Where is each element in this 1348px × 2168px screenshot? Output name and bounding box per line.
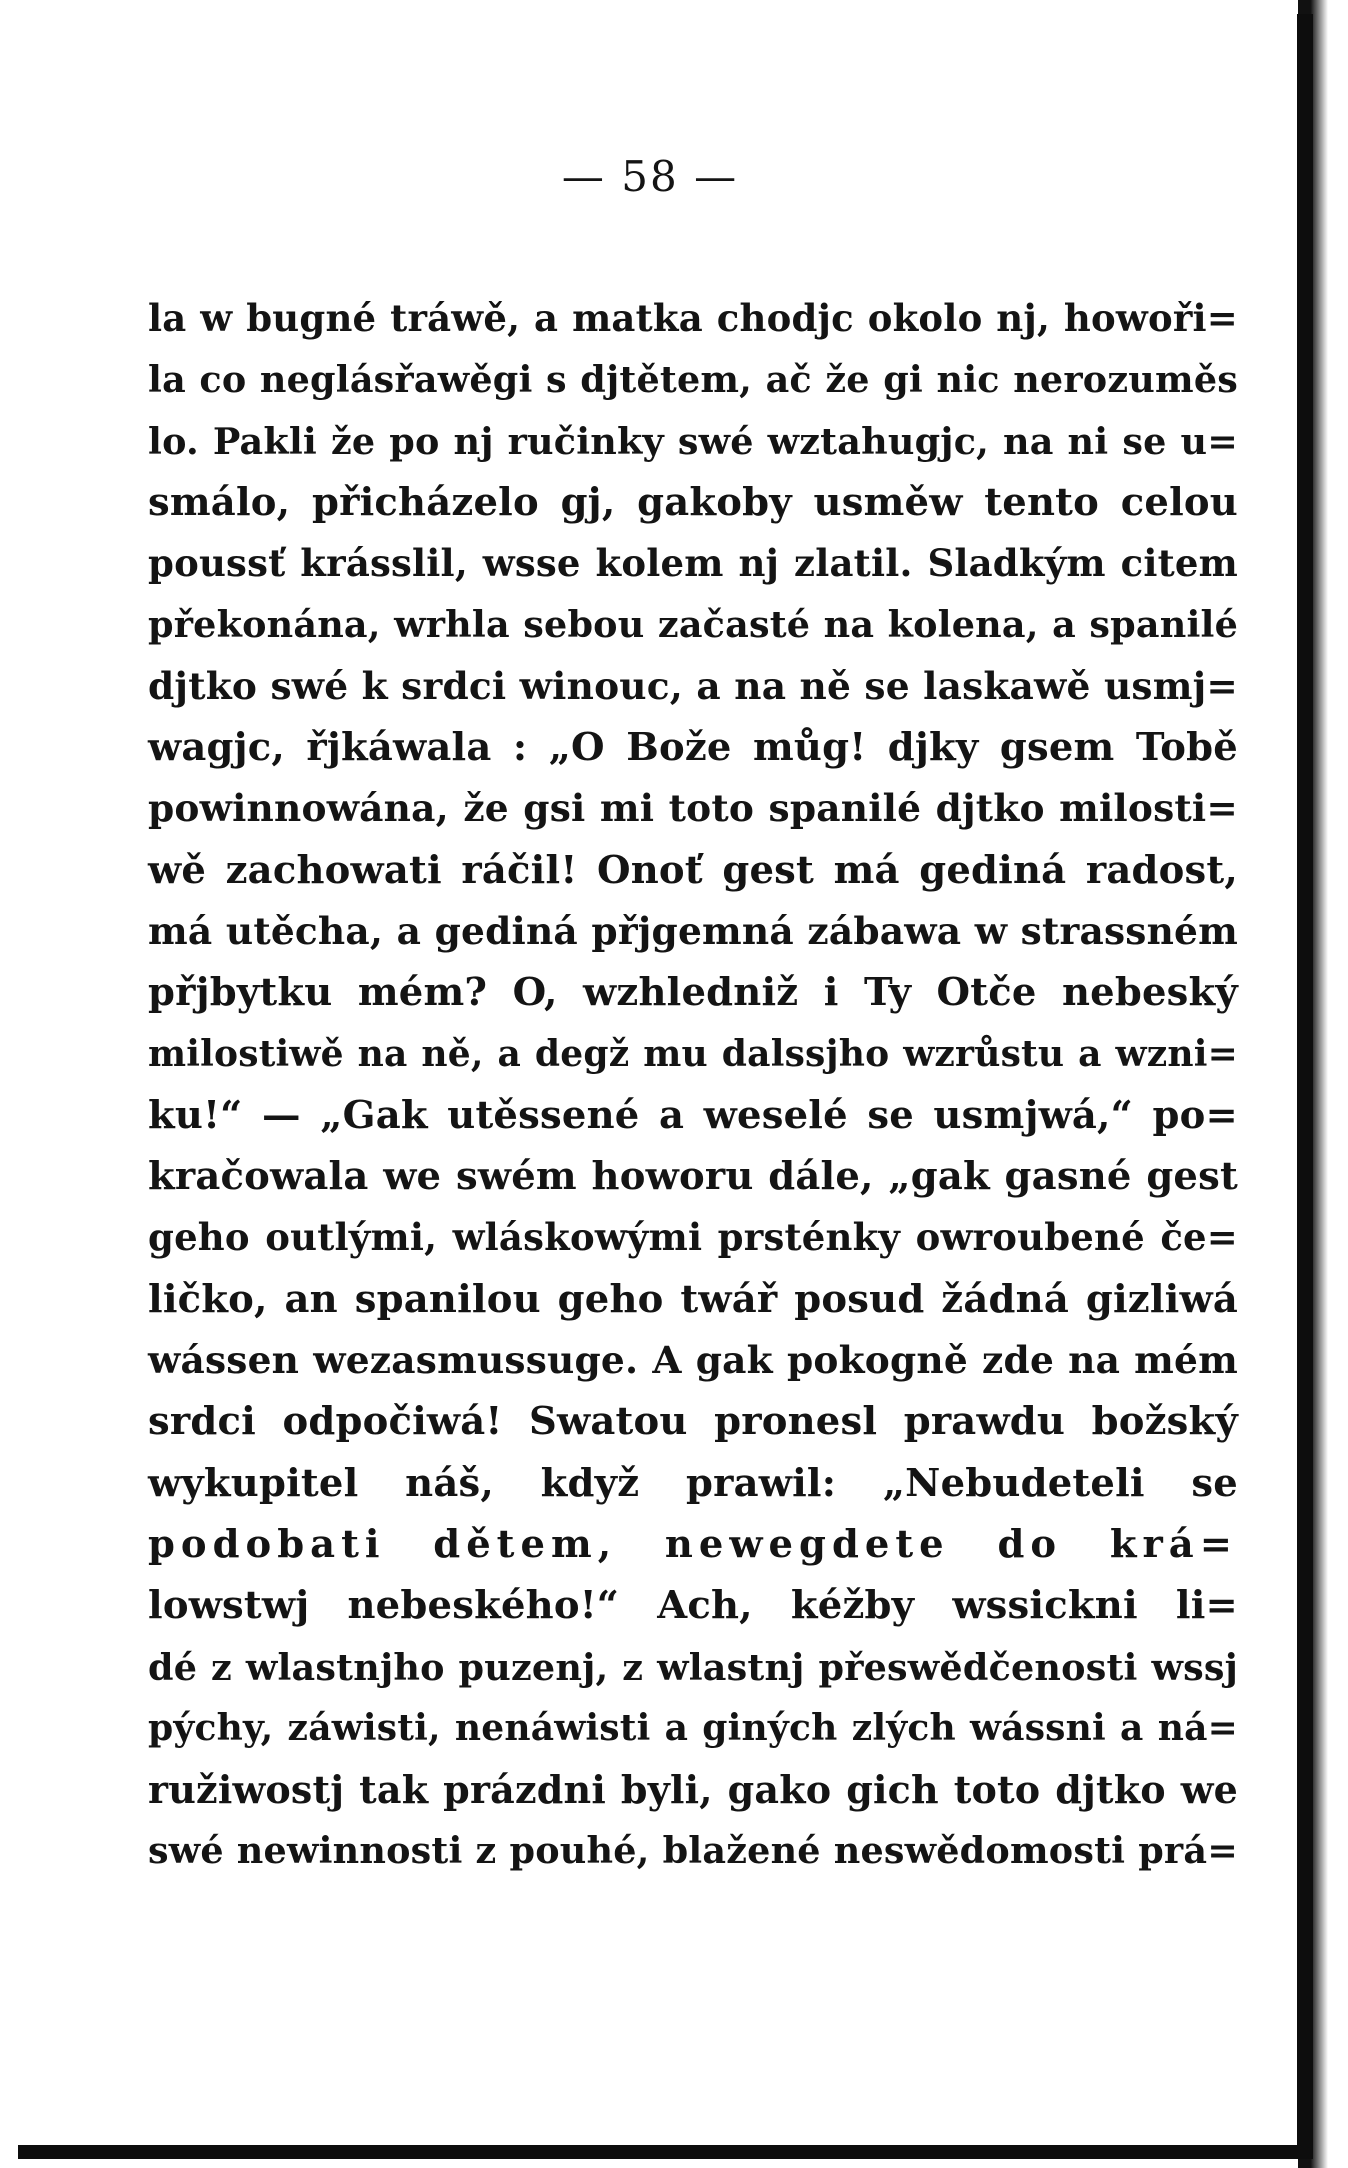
text-line: dé z wlastnjho puzenj, z wlastnj přeswědčenosti wssj [148, 1645, 1238, 1689]
text-line: milostiwě na ně, a degž mu dalssjho wzrůstu a wzni= [148, 1032, 1238, 1075]
text-line: ružiwostj tak prázdni byli, gako gich toto djtko we [148, 1767, 1238, 1813]
text-line: wě zachowati ráčil! Onoť gest má gediná radost, [148, 847, 1238, 893]
text-line: la w bugné tráwě, a matka chodjc okolo nj, howoři= [148, 296, 1238, 340]
text-line: poussť krásslil, wsse kolem nj zlatil. Sladkým citem [148, 541, 1238, 586]
text-line: wagjc, řjkáwala : „O Bože můg! djky gsem Tobě [148, 725, 1238, 771]
text-line: powinnowána, že gsi mi toto spanilé djtko milosti= [148, 786, 1238, 831]
body-text [148, 288, 1238, 1882]
text-line: wássen wezasmussuge. A gak pokogně zde na mém [148, 1338, 1238, 1383]
text-line: ku!“ — „Gak utěssené a weselé se usmjwá,“ po= [148, 1092, 1238, 1138]
text-line: smálo, přicházelo gj, gakoby usměw tento celou [148, 479, 1238, 525]
text-line: překonána, wrhla sebou začasté na kolena, a spanilé [148, 603, 1238, 647]
text-line: la co neglásřawěgi s djtětem, ač že gi nic nerozuměs [148, 358, 1238, 402]
text-line: podobati dětem, newegdete do krá= [148, 1521, 1238, 1567]
text-line: geho outlými, wláskowými prsténky owroubené če= [148, 1215, 1238, 1260]
text-line: přjbytku mém? O, wzhledniž i Ty Otče nebeský [148, 970, 1238, 1016]
text-line: pýchy, záwisti, nenáwisti a giných zlých wássni a ná= [148, 1706, 1238, 1749]
page-number: — 58 — [561, 152, 739, 201]
text-line: srdci odpočiwá! Swatou pronesl prawdu božský [148, 1399, 1238, 1445]
text-line: djtko swé k srdci winouc, a na ně se laskawě usmj= [148, 663, 1238, 708]
text-line: swé newinnosti z pouhé, blažené neswědomosti prá= [148, 1829, 1238, 1873]
text-line: wykupitel náš, když prawil: „Nebudeteli se [148, 1460, 1238, 1506]
text-line: lowstwj nebeského!“ Ach, kéžby wssickni li= [148, 1583, 1238, 1629]
text-line: kračowala we swém howoru dále, „gak gasné gest [148, 1154, 1238, 1200]
text-line: lo. Pakli že po nj ručinky swé wztahugjc, na ni se u= [148, 419, 1238, 463]
text-line: ličko, an spanilou geho twář posud žádná gizliwá [148, 1276, 1238, 1322]
text-line: má utěcha, a gediná přjgemná zábawa w strassném [148, 908, 1238, 953]
